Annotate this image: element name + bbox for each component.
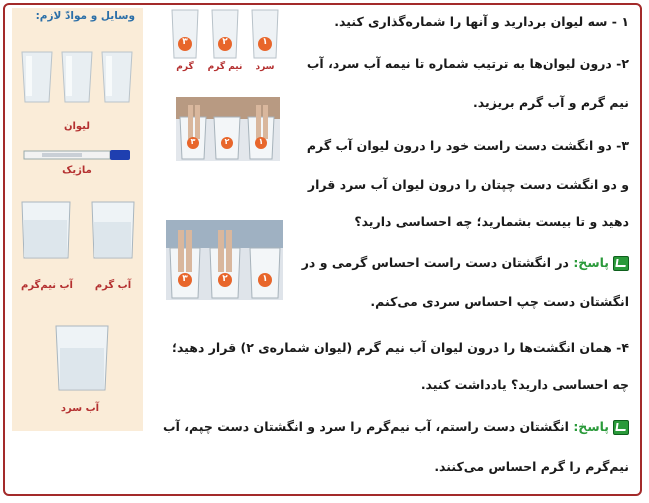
step-2-line-1: ۲- درون لیوان‌ها به ترتیب شماره تا نیمه آب سرد، آب — [306, 56, 629, 71]
answer-1-line-1 — [302, 255, 629, 271]
answer-label-2: پاسخ: — [573, 419, 609, 434]
materials-panel — [12, 8, 143, 431]
answer-2-line-1 — [163, 419, 629, 435]
photo-glasses-numbered — [168, 8, 284, 76]
glasses-image — [18, 48, 136, 106]
cold-water-beaker — [52, 322, 112, 394]
glass-number-3: ۳ — [182, 37, 188, 47]
step-3-line-2: و دو انگشت دست چپتان را درون لیوان آب سرد قرار — [307, 177, 629, 192]
warm-water-label: آب نیم‌گرم — [20, 280, 73, 291]
caption-cold: سرد — [255, 62, 275, 72]
warm-water-beaker — [18, 198, 74, 262]
glass-number-2: ۲ — [222, 37, 228, 47]
glass-number-1: ۱ — [262, 37, 268, 47]
bottom-number-3: ۳ — [182, 274, 188, 284]
marker-label: ماژیک — [62, 165, 92, 176]
mid-number-1: ۱ — [258, 137, 264, 146]
step-3-line-3: دهید و تا بیست بشمارید؛ چه احساسی دارید؟ — [354, 214, 629, 229]
bottom-number-2: ۲ — [222, 274, 228, 284]
photo-fingers-in-glasses-2 — [166, 220, 283, 300]
mid-number-2: ۲ — [224, 137, 230, 146]
answer-label: پاسخ: — [573, 255, 609, 270]
cold-water-label: آب سرد — [60, 403, 100, 414]
marker-image — [22, 148, 134, 162]
glasses-label: لیوان — [63, 121, 91, 132]
answer-check-icon-2 — [613, 420, 629, 435]
materials-title: وسایل و موادّ لازم: — [35, 10, 135, 22]
hot-water-beaker — [88, 198, 138, 262]
answer-check-icon — [613, 256, 629, 271]
step-2-line-2: نیم گرم و آب گرم بریزید. — [473, 95, 629, 110]
photo-fingers-in-glasses — [176, 97, 280, 161]
answer-1-text: در انگشتان دست راست احساس گرمی و در — [301, 255, 569, 270]
step-4-line-1: ۴- همان انگشت‌ها را درون لیوان آب نیم گرم (لیوان شماره‌ی ۲) قرار دهید؛ — [171, 340, 629, 355]
hot-water-label: آب گرم — [94, 280, 132, 291]
caption-warm: نیم گرم — [207, 62, 243, 72]
bottom-number-1: ۱ — [262, 274, 268, 284]
step-1: ۱ - سه لیوان بردارید و آنها را شماره‌گذاری کنید. — [334, 14, 629, 29]
answer-2-line-2: نیم‌گرم را گرم احساس می‌کنند. — [434, 459, 629, 474]
mid-number-3: ۳ — [190, 137, 196, 146]
answer-2-text: انگشتان دست راستم، آب نیم‌گرم را سرد و انگشتان دست چپم، آب — [163, 419, 569, 434]
step-4-line-2: چه احساسی دارید؟ یادداشت کنید. — [420, 377, 629, 392]
answer-1-line-2: انگشتان دست چپ احساس سردی می‌کنم. — [370, 294, 629, 309]
caption-hot: گرم — [176, 62, 194, 72]
step-3-line-1: ۳- دو انگشت دست راست خود را درون لیوان آب گرم — [306, 138, 629, 153]
